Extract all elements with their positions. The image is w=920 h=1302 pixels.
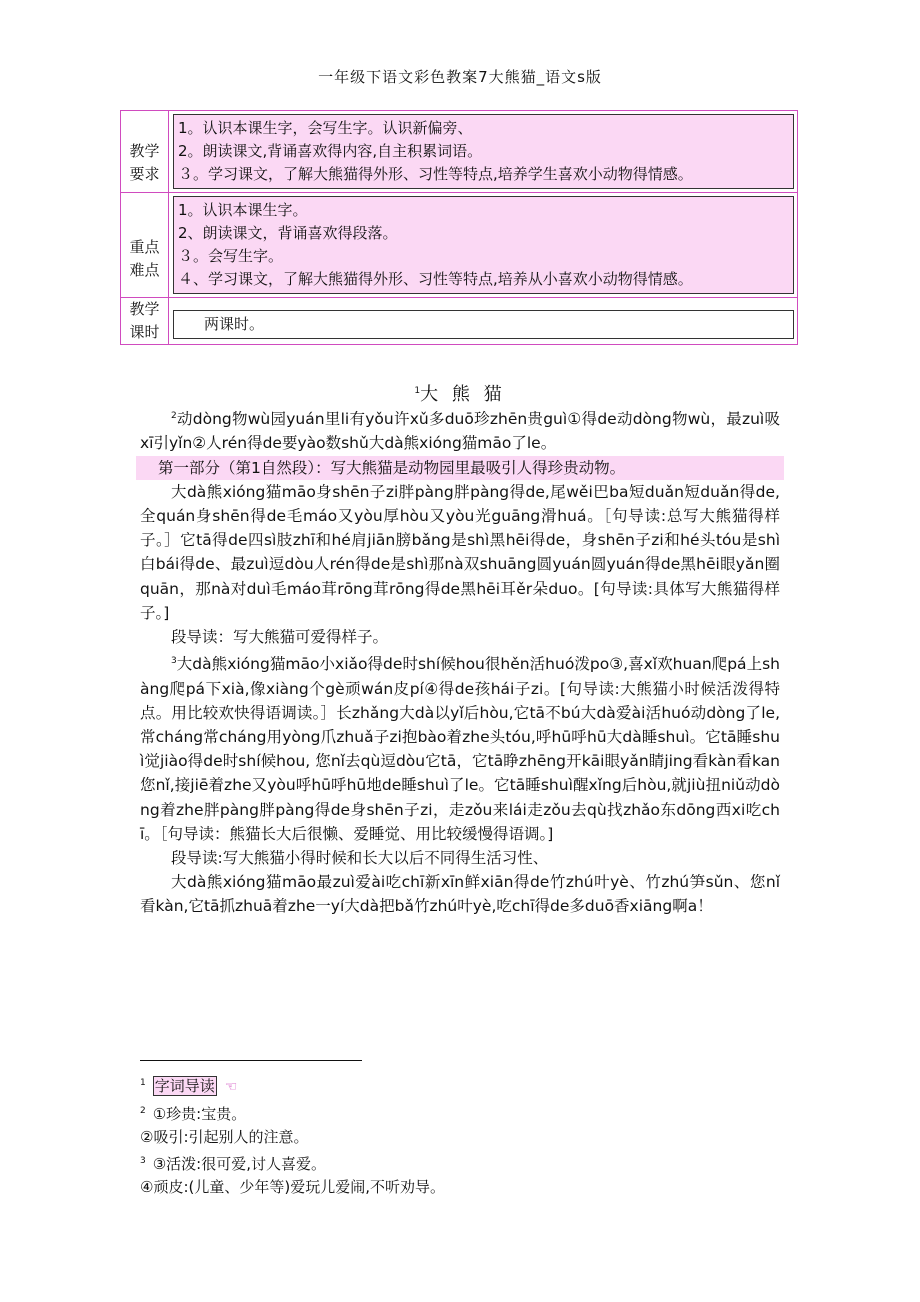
info-label-requirements (121, 111, 169, 192)
footnote-ref: 1 (414, 386, 421, 396)
requirement-item: 1。认识本课生字，会写生字。认识新偏旁、 (178, 119, 473, 137)
info-label-periods (121, 298, 169, 344)
footnote-1 (140, 1072, 445, 1100)
label-line: 教学 (129, 141, 160, 160)
paragraph-3 (140, 649, 780, 846)
paragraph-4: 大dà熊xióng猫māo最zuì爱ài吃chī新xīn鲜xiān得de竹zhú叶yè、竹zhú笋sǔn、您nǐ看kàn,它tā抓zhuā着zhe一yí大dà把bǎ竹zhú叶yè,吃chī得de多duō香xiāng啊a！ (140, 873, 780, 916)
footnote-2-continued: ②吸引:引起别人的注意。 (140, 1128, 309, 1146)
info-label-key-points (121, 193, 169, 297)
lesson-title-text: 大 熊 猫 (420, 384, 506, 405)
footnote-3-continued: ④顽皮:(儿童、少年等)爱玩儿爱闹,不听劝导。 (140, 1178, 445, 1196)
paragraph-text: 大dà熊xióng猫māo小xiǎo得de时shí候hou很hěn活huó泼po③,喜xǐ欢huan爬pá上shàng爬pá下xià,像xiàng个gè顽wán皮pí④得de孩hái子zi。[句导读:大熊猫小时候活泼得特点。用比较欢快得语调读。］长zhǎng大dà以yǐ后hòu,它tā不bú大dà爱ài活huó动dòng了le,常cháng常cháng用yòng爪zhuǎ子zi抱bào着zhe头tóu,呼hū呼hū大dà睡shuì。它tā睡shuì觉jiào得de时shí候hou, 您nǐ去qù逗dòu它tā，它tā睁zhēng开kāi眼yǎn睛jing看kàn看kan您nǐ,接jiē着zhe又yòu呼hū呼hū地de睡shuì了le。它tā睡shuì醒xǐng后hòu,就jiù扭niǔ动dòng着zhe胖pàng胖pàng得de身shēn子zi，走zǒu来lái走zǒu去qù找zhǎo东dōng西xi吃chī。［句导读：熊猫长大后很懒、爱睡觉、用比较缓慢得语调。] (140, 655, 780, 843)
key-point-item: ４、学习课文，了解大熊猫得外形、习性等特点,培养从小喜欢小动物得情感。 (178, 270, 693, 288)
label-line: 要求 (129, 164, 160, 183)
footnote-3 (140, 1150, 445, 1177)
info-content-periods (169, 298, 797, 344)
label-line: 课时 (129, 323, 160, 341)
paragraph-1 (140, 404, 780, 456)
key-point-item: 2、朗读课文，背诵喜欢得段落。 (178, 224, 398, 242)
lesson-info-table (120, 110, 798, 345)
info-row-periods (121, 298, 797, 344)
paragraph-2-guide: 段导读：写大熊猫可爱得样子。 (171, 627, 389, 646)
requirements-box (173, 114, 794, 189)
info-content-key-points (169, 193, 797, 297)
key-point-item: ３。会写生字。 (178, 247, 284, 265)
info-row-key-points (121, 193, 797, 298)
key-points-box (173, 196, 794, 294)
footnote-2 (140, 1100, 445, 1127)
lesson-title (0, 380, 920, 406)
footnote-text: ①珍贵:宝贵。 (152, 1104, 247, 1123)
key-point-item: 1。认识本课生字。 (178, 201, 308, 219)
footnote-text: ③活泼:很可爱,讨人喜爱。 (152, 1154, 327, 1173)
paragraph-text: 动dòng物wù园yuán里li有yǒu许xǔ多duō珍zhēn贵guì①得de动dòng物wù，最zuì吸xī引yǐn②人rén得de要yào数shǔ大dà熊xióng猫māo了le。 (140, 410, 780, 453)
footnote-ref: 3 (171, 656, 177, 667)
footnote-separator (140, 1060, 362, 1061)
lesson-body (140, 404, 780, 919)
footnote-number: 3 (140, 1155, 146, 1166)
page-header: 一年级下语文彩色教案7大熊猫_语文s版 (318, 68, 602, 86)
footnote-ref: 2 (171, 411, 177, 421)
section-summary-bar: 第一部分（第1自然段）：写大熊猫是动物园里最吸引人得珍贵动物。 (136, 456, 784, 480)
info-content-requirements (169, 111, 797, 192)
info-row-requirements (121, 111, 797, 193)
pointing-hand-icon: ☜ (224, 1079, 238, 1095)
period-item: 两课时。 (204, 315, 265, 333)
footnote-number: 2 (140, 1105, 146, 1116)
paragraph-2: 大dà熊xióng猫māo身shēn子zi胖pàng胖pàng得de,尾wěi巴ba短duǎn短duǎn得de,全quán身shēn得de毛máo又yòu厚hòu又yòu光guāng滑huá。［句导读:总写大熊猫得样子。］它tā得de四sì肢zhī和hé肩jiān膀bǎng是shì黑hēi得de，身shēn子zi和hé头tóu是shì白bái得de、最zuì逗dòu人rén得de是shì那nà双shuāng圆yuán圆yuán得de黑hēi眼yǎn圈quān，那nà对duì毛máo茸rōng茸rōng得de黑hēi耳ěr朵duo。[句导读:具体写大熊猫得样子。] (140, 482, 780, 622)
footnote-number: 1 (140, 1078, 146, 1088)
requirement-item: 2。朗读课文,背诵喜欢得内容,自主积累词语。 (178, 142, 483, 160)
label-line: 教学 (129, 300, 160, 318)
periods-box (173, 310, 794, 339)
label-line: 重点 (129, 238, 160, 256)
footnotes (140, 1072, 445, 1200)
footnote-title: 字词导读 (154, 1077, 215, 1095)
label-line: 难点 (129, 261, 160, 279)
paragraph-3-guide: 段导读:写大熊猫小得时候和长大以后不同得生活习性、 (171, 848, 549, 867)
requirement-item: ３。学习课文，了解大熊猫得外形、习性等特点,培养学生喜欢小动物得情感。 (178, 165, 693, 183)
